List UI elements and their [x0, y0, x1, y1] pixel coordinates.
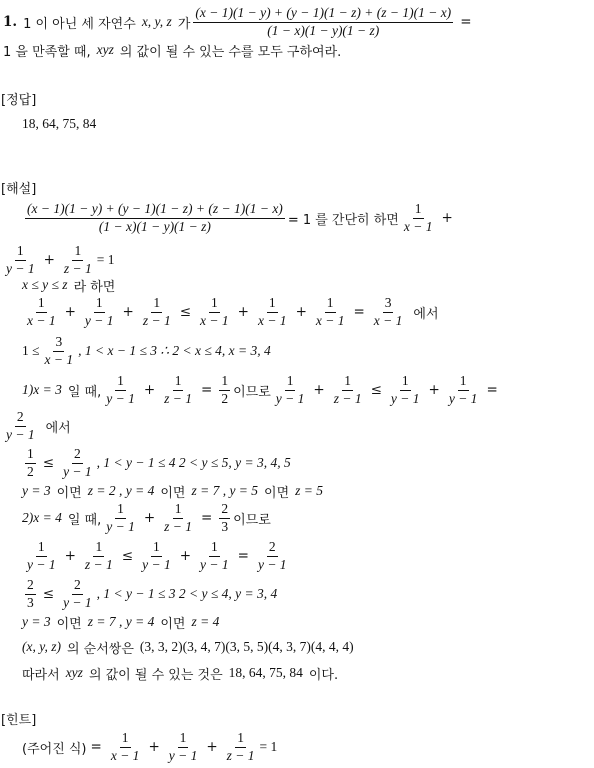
- fraction-numerator: 1: [285, 374, 296, 390]
- explanation-math: 2)x = 4: [22, 510, 62, 525]
- fraction: [25, 202, 285, 233]
- explanation-line: [22, 613, 219, 631]
- fraction-numerator: 2: [25, 578, 36, 594]
- fraction: [43, 335, 76, 366]
- fraction-denominator: y − 1: [106, 518, 135, 534]
- explanation-text: 의 값이 될 수 있는 것은: [88, 667, 223, 683]
- fraction-numerator: 2: [72, 447, 83, 463]
- fraction-denominator: y − 1: [142, 556, 171, 572]
- fraction: [25, 296, 58, 327]
- fraction-denominator: (1 − x)(1 − y)(1 − z): [98, 218, 211, 234]
- equals-sign: =: [460, 14, 472, 30]
- fraction: [4, 244, 37, 275]
- hint-math: = 1: [259, 739, 278, 754]
- fraction-numerator: 1: [94, 296, 105, 312]
- fraction: [25, 540, 58, 571]
- explanation-label: [해설]: [1, 181, 37, 197]
- explanation-text: 이면: [160, 485, 186, 501]
- fraction-numerator: 1: [413, 202, 424, 218]
- fraction: [162, 374, 194, 405]
- fraction-numerator: 1: [209, 540, 220, 556]
- explanation-text: 따라서: [22, 667, 60, 683]
- fraction-denominator: x − 1: [200, 312, 229, 328]
- explanation-math: z = 4: [191, 614, 220, 629]
- fraction-numerator: 1: [115, 374, 126, 390]
- fraction-denominator: z − 1: [333, 390, 362, 406]
- fraction: [256, 540, 289, 571]
- explanation-line: $\frac{1}{y - 1}$ + $\frac{1}{z - 1}$ = 1: [6, 243, 115, 276]
- explanation-math: z = 2 , y = 4: [87, 483, 155, 498]
- fraction: [162, 502, 194, 533]
- fraction-denominator: y − 1: [63, 463, 92, 479]
- explanation-math: 1 ≤: [22, 343, 40, 358]
- fraction-denominator: z − 1: [226, 747, 255, 763]
- fraction: [256, 296, 289, 327]
- fraction: [62, 244, 94, 275]
- fraction: [83, 540, 115, 571]
- fraction: [447, 374, 480, 405]
- fraction: [83, 296, 116, 327]
- fraction-numerator: 1: [235, 731, 246, 747]
- explanation-math: z = 7 , y = 4: [87, 614, 155, 629]
- problem-text: 가: [177, 16, 191, 32]
- fraction: [198, 540, 231, 571]
- explanation-line: $\frac{1}{x - 1}$ + $\frac{1}{y - 1}$ + $\frac{1}{z - 1}$ ≤ $\frac{1}{x - 1}$ + $\frac{1}{x - 1}$ + $\frac{1}{x - 1}$ = $\frac{3}{x - 1}$ 에서: [27, 295, 439, 328]
- explanation-line: $\frac{1}{2}$ ≤ $\frac{2}{y - 1}$ , 1 < y − 1 ≤ 4 2 < y ≤ 5, y = 3, 4, 5: [27, 446, 291, 479]
- fraction-denominator: x − 1: [110, 747, 140, 763]
- explanation-math: y = 3: [22, 483, 51, 498]
- fraction: [25, 578, 36, 609]
- fraction: [402, 202, 435, 233]
- explanation-math: , 1 < y − 1 ≤ 3 2 < y ≤ 4, y = 3, 4: [96, 586, 278, 601]
- hint-header: [1, 708, 36, 728]
- problem-text: 1 이 아닌 세 자연수: [23, 16, 136, 32]
- fraction: [104, 502, 137, 533]
- fraction: [61, 578, 94, 609]
- explanation-math: 18, 64, 75, 84: [228, 665, 303, 680]
- explanation-line: [1, 406, 71, 446]
- fraction-denominator: x − 1: [373, 312, 403, 328]
- fraction-denominator: y − 1: [27, 556, 56, 572]
- explanation-text: 이면: [264, 485, 290, 501]
- answer-line: [22, 114, 96, 134]
- explanation-text: 일 때,: [67, 384, 102, 400]
- fraction-numerator: 1: [36, 540, 47, 556]
- hint-label: [힌트]: [1, 712, 37, 728]
- fraction-denominator: 2: [27, 463, 34, 479]
- fraction: [140, 540, 173, 571]
- explanation-text: 의 순서쌍은: [66, 641, 134, 657]
- fraction-numerator: 1: [151, 540, 162, 556]
- fraction: [141, 296, 173, 327]
- fraction: [332, 374, 364, 405]
- fraction-denominator: z − 1: [164, 390, 193, 406]
- fraction-numerator: 1: [342, 374, 353, 390]
- fraction-denominator: y − 1: [63, 594, 92, 610]
- fraction: [109, 731, 142, 762]
- fraction-numerator: 1: [173, 374, 184, 390]
- fraction-numerator: 1: [458, 374, 469, 390]
- main-fraction-numerator: (x − 1)(1 − y) + (y − 1)(1 − z) + (z − 1)(1 − x): [193, 6, 453, 22]
- fraction-denominator: x − 1: [403, 218, 433, 234]
- fraction: [274, 374, 307, 405]
- fraction-denominator: x − 1: [27, 312, 56, 328]
- fraction: [219, 374, 230, 405]
- answer-header: [1, 88, 36, 108]
- explanation-line: $\frac{(x - 1)(1 - y) + (y - 1)(1 - z) + (z - 1)(1 - x)}{(1 - x)(1 - y)(1 - z)}$ = 1 를 간단히 하면 $\frac{1}{x - 1}$ +: [27, 201, 453, 234]
- fraction: [25, 447, 36, 478]
- explanation-text: 이면: [56, 616, 82, 632]
- explanation-line: $\frac{1}{y - 1}$ + $\frac{1}{z - 1}$ ≤ $\frac{1}{y - 1}$ + $\frac{1}{y - 1}$ = $\frac{2}{y - 1}$: [27, 539, 287, 572]
- explanation-math: y = 3: [22, 614, 51, 629]
- answer-label: [정답]: [1, 92, 37, 108]
- problem-text: 의 값이 될 수 있는 수를 모두 구하여라.: [119, 44, 342, 60]
- fraction-numerator: 1: [15, 244, 26, 260]
- fraction-denominator: z − 1: [84, 556, 113, 572]
- fraction: [314, 296, 347, 327]
- problem-number: 1.: [3, 14, 18, 30]
- explanation-text: 이므로: [233, 384, 271, 400]
- fraction-numerator: 2: [267, 540, 278, 556]
- main-fraction: [193, 6, 453, 37]
- explanation-math: x ≤ y ≤ z: [22, 277, 68, 292]
- fraction-denominator: y − 1: [84, 312, 114, 328]
- explanation-math: , 1 < x − 1 ≤ 3 ∴ 2 < x ≤ 4, x = 3, 4: [78, 343, 271, 358]
- explanation-text: 에서: [45, 420, 71, 436]
- explanation-line: [22, 664, 338, 682]
- problem-statement-line-2: [3, 40, 341, 60]
- explanation-text: 이므로: [233, 512, 271, 528]
- fraction-denominator: 3: [221, 518, 229, 534]
- fraction: [389, 374, 422, 405]
- fraction-numerator: 1: [400, 374, 411, 390]
- fraction-denominator: y − 1: [168, 747, 198, 763]
- fraction-numerator: (x − 1)(1 − y) + (y − 1)(1 − z) + (z − 1)(1 − x): [25, 202, 285, 218]
- fraction-numerator: 3: [383, 296, 394, 312]
- fraction: [198, 296, 231, 327]
- fraction-denominator: z − 1: [142, 312, 171, 328]
- explanation-math: = 1: [96, 252, 115, 267]
- fraction-numerator: 1: [178, 731, 189, 747]
- fraction-numerator: 1: [173, 502, 184, 518]
- fraction-numerator: 1: [93, 540, 104, 556]
- explanation-line: [22, 638, 354, 656]
- fraction-numerator: 1: [115, 502, 126, 518]
- explanation-text: 이면: [56, 485, 82, 501]
- fraction-denominator: 2: [221, 390, 229, 406]
- explanation-math: 1)x = 3: [22, 382, 62, 397]
- fraction: [219, 502, 230, 533]
- fraction-numerator: 1: [325, 296, 336, 312]
- main-fraction-denominator: (1 − x)(1 − y)(1 − z): [267, 22, 380, 38]
- fraction-denominator: y − 1: [200, 556, 229, 572]
- fraction-denominator: y − 1: [6, 260, 35, 276]
- problem-xyz: xyz: [96, 42, 114, 57]
- fraction-numerator: 1: [120, 731, 131, 747]
- fraction: [61, 447, 94, 478]
- fraction-denominator: 3: [27, 594, 34, 610]
- fraction-numerator: 2: [15, 410, 26, 426]
- explanation-line: [22, 331, 271, 371]
- fraction-numerator: 1: [25, 447, 36, 463]
- fraction-denominator: x − 1: [44, 351, 74, 367]
- explanation-header: [1, 177, 36, 197]
- hint-text: (주어진 식): [22, 741, 87, 757]
- fraction-denominator: z − 1: [164, 518, 193, 534]
- fraction-numerator: 3: [53, 335, 64, 351]
- explanation-math: (x, y, z): [22, 639, 61, 654]
- fraction-denominator: y − 1: [6, 426, 35, 442]
- explanation-line: 1)x = 3 일 때, $\frac{1}{y - 1}$ + $\frac{1}{z - 1}$ = $\frac{1}{2}$ 이므로 $\frac{1}{y - 1}$ + $\frac{1}{z - 1}$ ≤ $\frac{1}{y - 1}$ + $\frac{1}{y - 1}$ =: [22, 373, 498, 406]
- explanation-text: 라 하면: [73, 279, 116, 295]
- problem-statement-line-1: [3, 2, 476, 42]
- fraction-denominator: z − 1: [63, 260, 92, 276]
- fraction-denominator: x − 1: [257, 312, 287, 328]
- fraction: [4, 410, 37, 441]
- fraction-denominator: y − 1: [390, 390, 420, 406]
- explanation-line: 2)x = 4 일 때, $\frac{1}{y - 1}$ + $\frac{1}{z - 1}$ = $\frac{2}{3}$ 이므로: [22, 501, 271, 534]
- answer-value: 18, 64, 75, 84: [22, 116, 97, 131]
- explanation-text: 이다.: [308, 667, 339, 683]
- fraction: [104, 374, 137, 405]
- explanation-text: 이면: [160, 616, 186, 632]
- fraction-denominator: y − 1: [106, 390, 135, 406]
- problem-vars: x, y, z: [141, 14, 172, 29]
- fraction-denominator: y − 1: [275, 390, 305, 406]
- fraction: [225, 731, 257, 762]
- fraction-numerator: 2: [72, 578, 83, 594]
- explanation-line: $\frac{2}{3}$ ≤ $\frac{2}{y - 1}$ , 1 < y − 1 ≤ 3 2 < y ≤ 4, y = 3, 4: [27, 577, 278, 610]
- fraction-denominator: y − 1: [448, 390, 478, 406]
- equals-sign: =: [90, 739, 102, 755]
- explanation-math: xyz: [65, 665, 83, 680]
- fraction: [372, 296, 405, 327]
- explanation-math: (3, 3, 2)(3, 4, 7)(3, 5, 5)(4, 3, 7)(4, 4, 4): [139, 639, 354, 654]
- hint-line: (주어진 식) = $\frac{1}{x - 1}$ + $\frac{1}{y - 1}$ + $\frac{1}{z - 1}$ = 1: [22, 730, 278, 763]
- explanation-text: 일 때,: [67, 512, 102, 528]
- fraction: [167, 731, 200, 762]
- explanation-math: z = 5: [295, 483, 324, 498]
- fraction-numerator: 1: [209, 296, 220, 312]
- fraction-numerator: 1: [151, 296, 162, 312]
- explanation-math: , 1 < y − 1 ≤ 4 2 < y ≤ 5, y = 3, 4, 5: [96, 455, 291, 470]
- fraction-numerator: 1: [72, 244, 83, 260]
- fraction-numerator: 2: [219, 502, 230, 518]
- problem-text: 1 을 만족할 때,: [3, 44, 91, 60]
- fraction-denominator: x − 1: [315, 312, 345, 328]
- fraction-denominator: y − 1: [257, 556, 287, 572]
- fraction-numerator: 1: [36, 296, 47, 312]
- explanation-math: z = 7 , y = 5: [191, 483, 259, 498]
- explanation-text: = 1 를 간단히 하면: [287, 212, 399, 228]
- explanation-text: 에서: [413, 306, 439, 322]
- fraction-numerator: 1: [267, 296, 278, 312]
- fraction-numerator: 1: [219, 374, 230, 390]
